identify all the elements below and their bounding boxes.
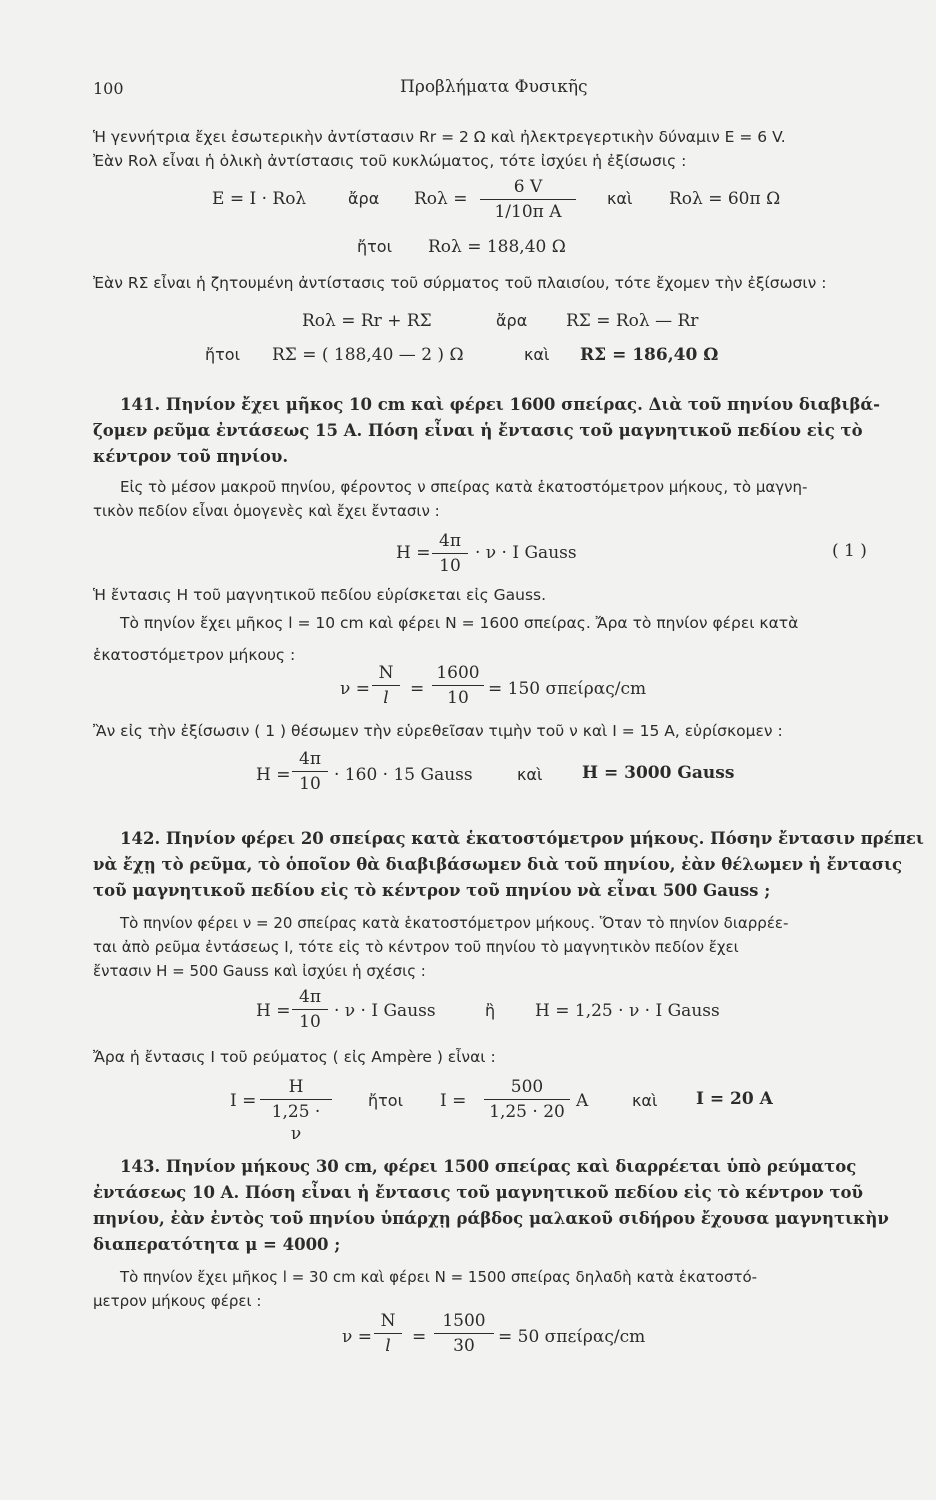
problem-141-line-3: κέντρον τοῦ πηνίου. — [93, 447, 289, 466]
formula-5-unit: A — [576, 1091, 589, 1111]
problem-143-line-1: 143. Πηνίον μήκους 30 cm, φέρει 1500 σπείρας καὶ διαρρέεται ὑπὸ ρεύματος — [120, 1157, 857, 1176]
denominator: 10 — [299, 774, 321, 794]
formula-6-right: = 50 σπείρας/cm — [498, 1327, 646, 1347]
formula-6-fraction-b — [434, 1310, 494, 1357]
fraction-bar — [292, 1009, 328, 1010]
eq1-denominator: 1/10π A — [494, 202, 562, 222]
numerator: H — [288, 1077, 304, 1097]
formula-5-itoi: ἤτοι — [368, 1091, 403, 1110]
solution-141-line-5: ἑκατοστόμετρον μήκους : — [93, 646, 296, 664]
solution-141-line-3: Ἡ ἔντασις H τοῦ μαγνητικοῦ πεδίου εὑρίσκεται εἰς Gauss. — [93, 586, 547, 604]
eq4-itoi: ἤτοι — [205, 345, 240, 364]
denominator: 10 — [439, 556, 461, 576]
running-title: Προβλήματα Φυσικῆς — [400, 77, 588, 97]
fraction-bar — [260, 1099, 332, 1100]
problem-141-line-1: 141. Πηνίον ἔχει μῆκος 10 cm καὶ φέρει 1600 σπείρας. Διὰ τοῦ πηνίου διαβιβά- — [120, 395, 880, 414]
formula-5-left: I = — [230, 1091, 257, 1111]
eq3-right: RΣ = Rολ — Rr — [566, 311, 699, 331]
page-number: 100 — [93, 79, 124, 98]
formula-1-left: H = — [396, 543, 431, 563]
eq1-mid: Rολ = — [414, 189, 468, 209]
formula-5-fraction-a — [260, 1076, 332, 1145]
intro-line-2: Ἐὰν Rολ εἶναι ἡ ὁλικὴ ἀντίστασις τοῦ κυκλώματος, τότε ἰσχύει ἡ ἐξίσωσις : — [93, 152, 687, 170]
formula-3-kai: καὶ — [517, 765, 543, 784]
formula-2-left: ν = — [340, 679, 370, 699]
formula-6-equals: = — [412, 1327, 427, 1347]
formula-4-alt: H = 1,25 · ν · I Gauss — [535, 1001, 720, 1021]
denominator: l — [385, 1336, 391, 1356]
formula-4-left: H = — [256, 1001, 291, 1021]
formula-6-fraction-a — [374, 1310, 402, 1357]
formula-2-equals: = — [410, 679, 425, 699]
numerator: 1600 — [436, 663, 480, 683]
eq1-kai: καὶ — [607, 189, 633, 208]
eq1-fraction — [480, 176, 576, 223]
formula-1-fraction — [432, 530, 468, 577]
formula-5-kai: καὶ — [632, 1091, 658, 1110]
numerator: 1500 — [442, 1311, 486, 1331]
eq3-ara: ἄρα — [496, 311, 528, 330]
eq2-itoi: ἤτοι — [357, 237, 392, 256]
formula-5-mid: I = — [440, 1091, 467, 1111]
eq4-kai: καὶ — [524, 345, 550, 364]
formula-1-tag: ( 1 ) — [832, 541, 867, 561]
eq4-left: RΣ = ( 188,40 — 2 ) Ω — [272, 345, 464, 365]
solution-141-line-1: Εἰς τὸ μέσον μακροῦ πηνίου, φέροντος ν σπείρας κατὰ ἑκατοστόμετρον μήκους, τὸ μαγνη- — [120, 478, 808, 496]
problem-142-line-1: 142. Πηνίον φέρει 20 σπείρας κατὰ ἑκατοστόμετρον μήκους. Πόσην ἔντασιν πρέπει — [120, 829, 924, 848]
fraction-bar — [432, 685, 484, 686]
denominator: 1,25 · ν — [271, 1102, 321, 1144]
problem-142-line-3: τοῦ μαγνητικοῦ πεδίου εἰς τὸ κέντρον τοῦ πηνίου νὰ εἶναι 500 Gauss ; — [93, 881, 771, 900]
solution-143-line-2: μετρον μήκους φέρει : — [93, 1292, 262, 1310]
numerator: 4π — [299, 987, 321, 1007]
formula-6-left: ν = — [342, 1327, 372, 1347]
formula-3-right: · 160 · 15 Gauss — [334, 765, 473, 785]
eq1-left: E = I · Rολ — [212, 189, 307, 209]
problem-142-line-2: νὰ ἔχῃ τὸ ρεῦμα, τὸ ὁποῖον θὰ διαβιβάσωμεν διὰ τοῦ πηνίου, ἐὰν θέλωμεν ἡ ἔντασις — [93, 855, 903, 874]
formula-1-right: · ν · I Gauss — [475, 543, 577, 563]
formula-2-right: = 150 σπείρας/cm — [488, 679, 647, 699]
intro-line-1: Ἡ γεννήτρια ἔχει ἐσωτερικὴν ἀντίστασιν Rr = 2 Ω καὶ ἠλεκτρεγερτικὴν δύναμιν E = 6 V. — [93, 128, 786, 146]
eq1-ara: ἄρα — [348, 189, 380, 208]
formula-3-fraction — [292, 748, 328, 795]
formula-5-result: I = 20 A — [696, 1089, 773, 1109]
solution-142-line-2: ται ἀπὸ ρεῦμα ἐντάσεως I, τότε εἰς τὸ κέντρον τοῦ πηνίου τὸ μαγνητικὸν πεδίον ἔχει — [93, 938, 739, 956]
solution-143-line-1: Τὸ πηνίον ἔχει μῆκος l = 30 cm καὶ φέρει N = 1500 σπείρας δηλαδὴ κατὰ ἑκατοστό- — [120, 1268, 758, 1286]
solution-142-line-3: ἔντασιν H = 500 Gauss καὶ ἰσχύει ἡ σχέσις : — [93, 962, 426, 980]
solution-141-line-4: Τὸ πηνίον ἔχει μῆκος l = 10 cm καὶ φέρει N = 1600 σπείρας. Ἄρα τὸ πηνίον φέρει κατὰ — [120, 614, 799, 632]
formula-3-result: H = 3000 Gauss — [582, 763, 735, 783]
eq2: Rολ = 188,40 Ω — [428, 237, 566, 257]
numerator: 500 — [510, 1077, 544, 1097]
denominator: l — [383, 688, 389, 708]
problem-143-line-3: πηνίου, ἐὰν ἐντὸς τοῦ πηνίου ὑπάρχῃ ράβδος μαλακοῦ σιδήρου ἔχουσα μαγνητικὴν — [93, 1209, 889, 1228]
eq1-numerator: 6 V — [513, 177, 543, 197]
fraction-bar — [434, 1333, 494, 1334]
formula-5-fraction-b — [484, 1076, 570, 1123]
solution-142-line-1: Τὸ πηνίον φέρει ν = 20 σπείρας κατὰ ἑκατοστόμετρον μήκους. Ὅταν τὸ πηνίον διαρρέε- — [120, 914, 789, 932]
problem-143-line-2: ἐντάσεως 10 A. Πόση εἶναι ἡ ἔντασις τοῦ μαγνητικοῦ πεδίου εἰς τὸ κέντρον τοῦ — [93, 1183, 864, 1202]
denominator: 30 — [453, 1336, 475, 1356]
problem-143-line-4: διαπερατότητα μ = 4000 ; — [93, 1235, 341, 1254]
solution-142-line-4: Ἄρα ἡ ἔντασις I τοῦ ρεύματος ( εἰς Ampère ) εἶναι : — [93, 1048, 496, 1066]
fraction-bar — [484, 1099, 570, 1100]
denominator: 10 — [299, 1012, 321, 1032]
eq4-result: RΣ = 186,40 Ω — [580, 345, 719, 365]
formula-4-right: · ν · I Gauss — [334, 1001, 436, 1021]
intro-line-3: Ἐὰν RΣ εἶναι ἡ ζητουμένη ἀντίστασις τοῦ σύρματος τοῦ πλαισίου, τότε ἔχομεν τὴν ἐξίσωσιν : — [93, 274, 827, 292]
formula-4-fraction — [292, 986, 328, 1033]
fraction-bar — [480, 199, 576, 200]
solution-141-line-6: Ἂν εἰς τὴν ἐξίσωσιν ( 1 ) θέσωμεν τὴν εὑρεθεῖσαν τιμὴν τοῦ ν καὶ I = 15 A, εὑρίσκομεν : — [93, 722, 783, 740]
formula-2-fraction-a — [372, 662, 400, 709]
formula-2-fraction-b — [432, 662, 484, 709]
denominator: 10 — [447, 688, 469, 708]
denominator: 1,25 · 20 — [489, 1102, 565, 1122]
solution-141-line-2: τικὸν πεδίον εἶναι ὁμογενὲς καὶ ἔχει ἔντασιν : — [93, 502, 440, 520]
numerator: N — [378, 663, 394, 683]
fraction-bar — [292, 771, 328, 772]
numerator: 4π — [299, 749, 321, 769]
numerator: N — [380, 1311, 396, 1331]
fraction-bar — [374, 1333, 402, 1334]
fraction-bar — [372, 685, 400, 686]
eq3-left: Rολ = Rr + RΣ — [302, 311, 432, 331]
fraction-bar — [432, 553, 468, 554]
formula-3-left: H = — [256, 765, 291, 785]
numerator: 4π — [439, 531, 461, 551]
problem-141-line-2: ζομεν ρεῦμα ἐντάσεως 15 A. Πόση εἶναι ἡ ἔντασις τοῦ μαγνητικοῦ πεδίου εἰς τὸ — [93, 421, 863, 440]
eq1-right: Rολ = 60π Ω — [669, 189, 781, 209]
formula-4-or: ἢ — [485, 1001, 496, 1020]
